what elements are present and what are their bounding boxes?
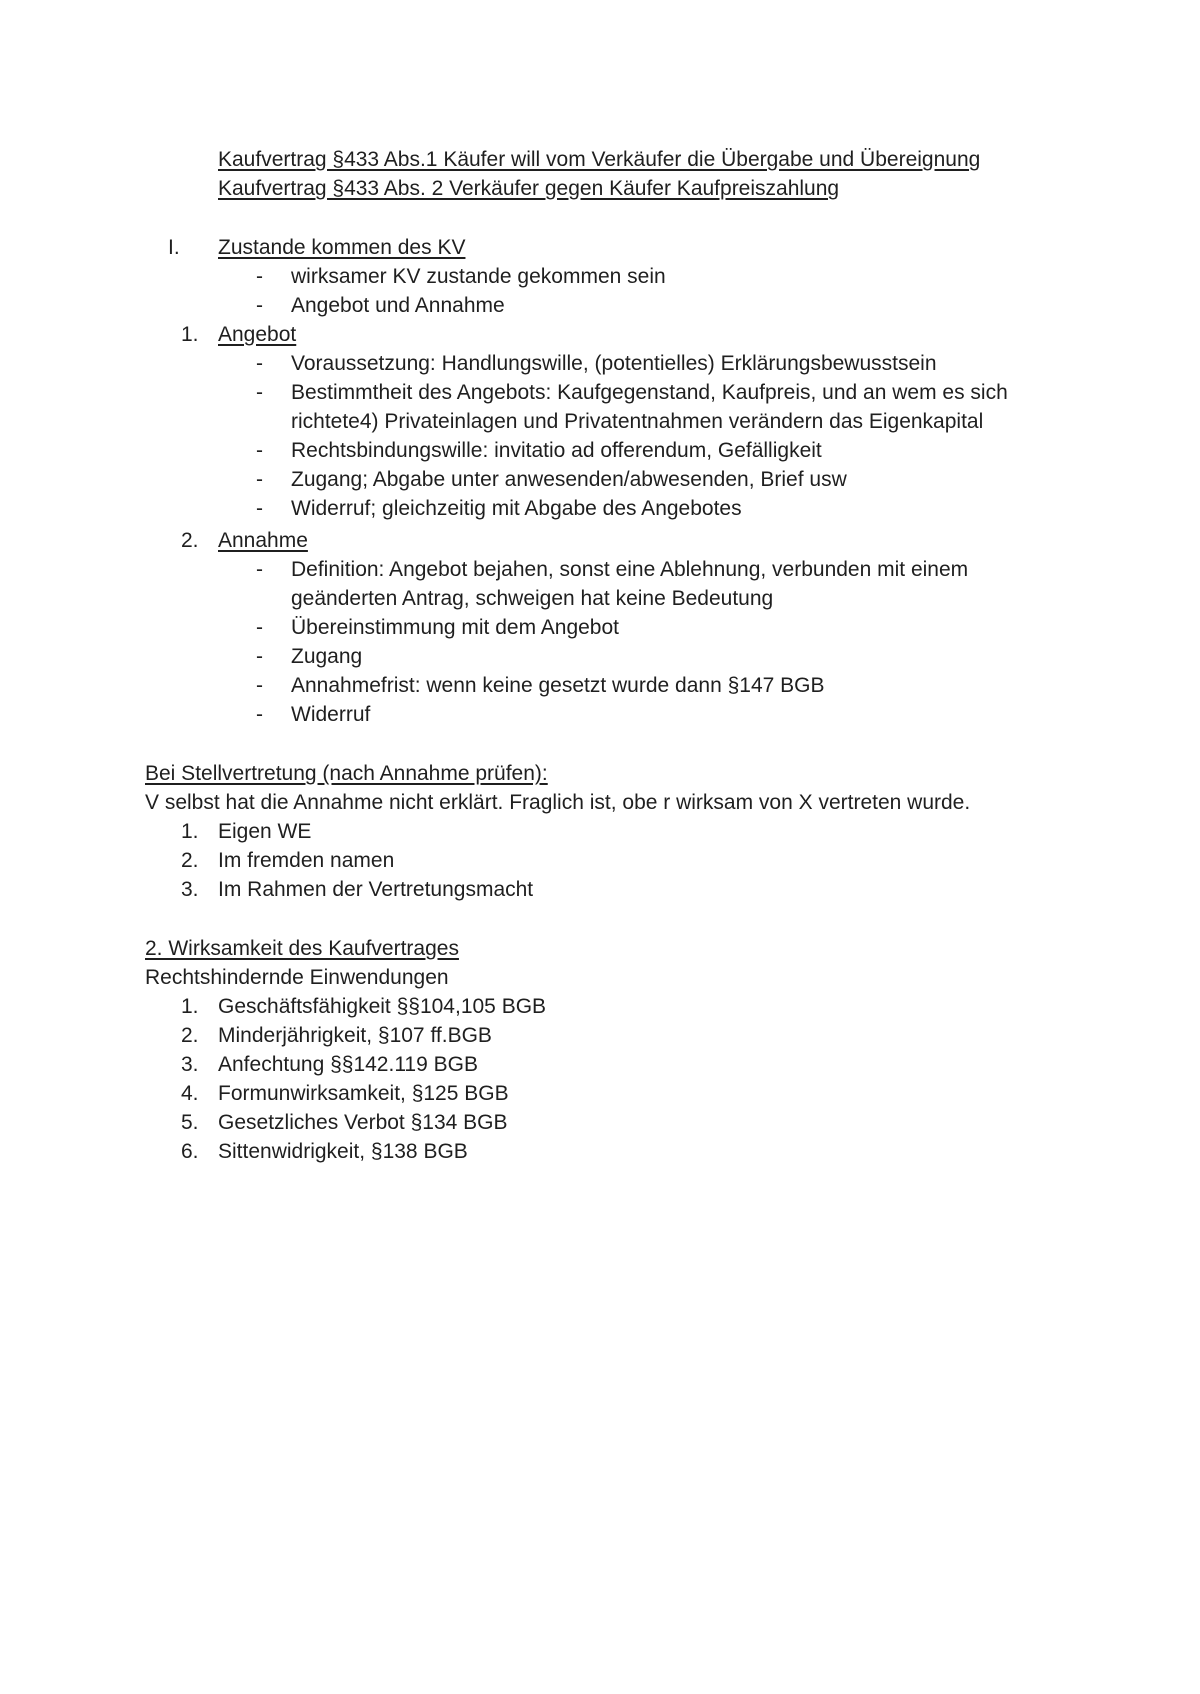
list-number: 1. bbox=[181, 995, 199, 1018]
stellvertretung-text: V selbst hat die Annahme nicht erklärt. Fraglich ist, obe r wirksam von X vertreten wurde. bbox=[145, 791, 971, 814]
angebot-bullet: Rechtsbindungswille: invitatio ad offerendum, Gefälligkeit bbox=[291, 439, 822, 462]
annahme-bullet: Definition: Angebot bejahen, sonst eine Ablehnung, verbunden mit einem bbox=[291, 558, 969, 581]
bullet-dash: - bbox=[256, 352, 263, 375]
list-item: Formunwirksamkeit, §125 BGB bbox=[218, 1082, 509, 1105]
bullet-dash: - bbox=[256, 497, 263, 520]
list-item: Geschäftsfähigkeit §§104,105 BGB bbox=[218, 995, 547, 1018]
section-I-title: Zustande kommen des KV bbox=[218, 236, 466, 259]
list-number: 3. bbox=[181, 878, 199, 901]
bullet-dash: - bbox=[256, 468, 263, 491]
angebot-title: Angebot bbox=[218, 323, 297, 346]
angebot-bullet: Zugang; Abgabe unter anwesenden/abwesenden, Brief usw bbox=[291, 468, 847, 491]
list-number: 3. bbox=[181, 1053, 199, 1076]
bullet-dash: - bbox=[256, 674, 263, 697]
bullet-dash: - bbox=[256, 616, 263, 639]
stellvertretung-title: Bei Stellvertretung (nach Annahme prüfen): bbox=[145, 762, 548, 785]
bullet-dash: - bbox=[256, 265, 263, 288]
list-item: Anfechtung §§142.119 BGB bbox=[218, 1053, 478, 1076]
wirksamkeit-title: 2. Wirksamkeit des Kaufvertrages bbox=[145, 937, 459, 960]
bullet-dash: - bbox=[256, 294, 263, 317]
list-number: 1. bbox=[181, 820, 199, 843]
list-item: Minderjährigkeit, §107 ff.BGB bbox=[218, 1024, 492, 1047]
bullet-dash: - bbox=[256, 645, 263, 668]
bullet-dash: - bbox=[256, 703, 263, 726]
annahme-bullet-continuation: geänderten Antrag, schweigen hat keine Bedeutung bbox=[291, 587, 774, 610]
angebot-bullet: Voraussetzung: Handlungswille, (potentielles) Erklärungsbewusstsein bbox=[291, 352, 937, 375]
section-I-bullet: Angebot und Annahme bbox=[291, 294, 505, 317]
list-item: Im fremden namen bbox=[218, 849, 395, 872]
section-I-marker: I. bbox=[168, 236, 180, 259]
list-item: Eigen WE bbox=[218, 820, 312, 843]
annahme-bullet: Widerruf bbox=[291, 703, 371, 726]
annahme-bullet: Übereinstimmung mit dem Angebot bbox=[291, 616, 619, 639]
header-line-1: Kaufvertrag §433 Abs.1 Käufer will vom Verkäufer die Übergabe und Übereignung bbox=[218, 148, 981, 171]
angebot-marker: 1. bbox=[181, 323, 199, 346]
annahme-bullet: Zugang bbox=[291, 645, 363, 668]
list-number: 5. bbox=[181, 1111, 199, 1134]
list-number: 2. bbox=[181, 1024, 199, 1047]
angebot-bullet: Bestimmtheit des Angebots: Kaufgegenstand, Kaufpreis, und an wem es sich bbox=[291, 381, 1008, 404]
list-number: 4. bbox=[181, 1082, 199, 1105]
list-item: Sittenwidrigkeit, §138 BGB bbox=[218, 1140, 468, 1163]
bullet-dash: - bbox=[256, 439, 263, 462]
angebot-bullet-continuation: richtete4) Privateinlagen und Privatentnahmen verändern das Eigenkapital bbox=[291, 410, 984, 433]
wirksamkeit-subtitle: Rechtshindernde Einwendungen bbox=[145, 966, 449, 989]
list-number: 6. bbox=[181, 1140, 199, 1163]
bullet-dash: - bbox=[256, 381, 263, 404]
angebot-bullet: Widerruf; gleichzeitig mit Abgabe des Angebotes bbox=[291, 497, 742, 520]
annahme-bullet: Annahmefrist: wenn keine gesetzt wurde dann §147 BGB bbox=[291, 674, 825, 697]
list-number: 2. bbox=[181, 849, 199, 872]
bullet-dash: - bbox=[256, 558, 263, 581]
header-line-2: Kaufvertrag §433 Abs. 2 Verkäufer gegen Käufer Kaufpreiszahlung bbox=[218, 177, 840, 200]
annahme-marker: 2. bbox=[181, 529, 199, 552]
list-item: Im Rahmen der Vertretungsmacht bbox=[218, 878, 534, 901]
annahme-title: Annahme bbox=[218, 529, 308, 552]
section-I-bullet: wirksamer KV zustande gekommen sein bbox=[291, 265, 666, 288]
list-item: Gesetzliches Verbot §134 BGB bbox=[218, 1111, 508, 1134]
